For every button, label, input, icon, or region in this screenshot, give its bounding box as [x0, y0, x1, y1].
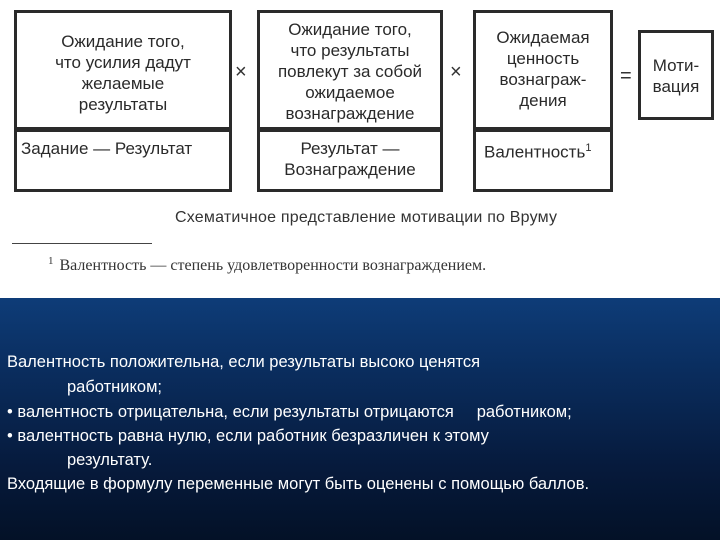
box-line: ценность — [506, 49, 580, 68]
box-line: вознаграж- — [499, 70, 587, 89]
motivation-box — [638, 30, 714, 120]
expected-value-box — [473, 10, 613, 130]
box-line: Моти- — [652, 56, 700, 75]
valence-label-box — [473, 130, 613, 192]
note-line: Валентность положительна, если результаты высоко ценятся — [7, 353, 481, 371]
reward-expectancy-box — [257, 10, 443, 130]
note-line: работником; — [67, 378, 163, 396]
note-line: результату. — [67, 451, 153, 469]
notes-panel — [0, 298, 720, 540]
box-line: результаты — [78, 95, 168, 114]
multiply-sign-2: × — [450, 61, 462, 83]
box-line: что результаты — [290, 41, 410, 60]
task-result-label: Задание — Результат — [21, 139, 193, 158]
box-line: повлекут за собой — [277, 62, 423, 81]
diagram-caption: Схематичное представление мотивации по Вруму — [175, 209, 558, 226]
box-line: Ожидаемая — [496, 28, 590, 47]
box-line: что усилия дадут — [55, 53, 191, 72]
box-line: вация — [652, 77, 700, 96]
footnote-text: Валентность — степень удовлетворенности вознаграждением. — [59, 257, 487, 274]
box-line: ожидаемое — [305, 83, 395, 102]
result-reward-label-line: Результат — — [300, 139, 400, 158]
valence-footnote-mark: 1 — [585, 142, 592, 154]
valence-label: Валентность — [484, 142, 586, 162]
box-line: дения — [519, 91, 567, 110]
note-line: • валентность равна нулю, если работник безразличен к этому — [7, 427, 489, 445]
note-line: Входящие в формулу переменные могут быть оценены с помощью баллов. — [7, 475, 590, 493]
box-line: вознаграждение — [285, 104, 415, 123]
box-line: Ожидание того, — [61, 32, 185, 51]
multiply-sign-1: × — [235, 61, 247, 83]
box-line: Ожидание того, — [288, 20, 412, 39]
footnote-mark: 1 — [48, 255, 54, 267]
result-reward-label-line: Вознаграждение — [284, 160, 416, 179]
footnote-separator — [12, 243, 152, 244]
footnote — [48, 255, 486, 275]
task-result-label-box — [14, 130, 232, 192]
box-line: желаемые — [81, 74, 165, 93]
result-reward-label-box — [257, 130, 443, 192]
effort-expectancy-box — [14, 10, 232, 130]
equals-sign: = — [620, 65, 632, 87]
note-line: • валентность отрицательна, если результаты отрицаются работником; — [7, 403, 572, 421]
